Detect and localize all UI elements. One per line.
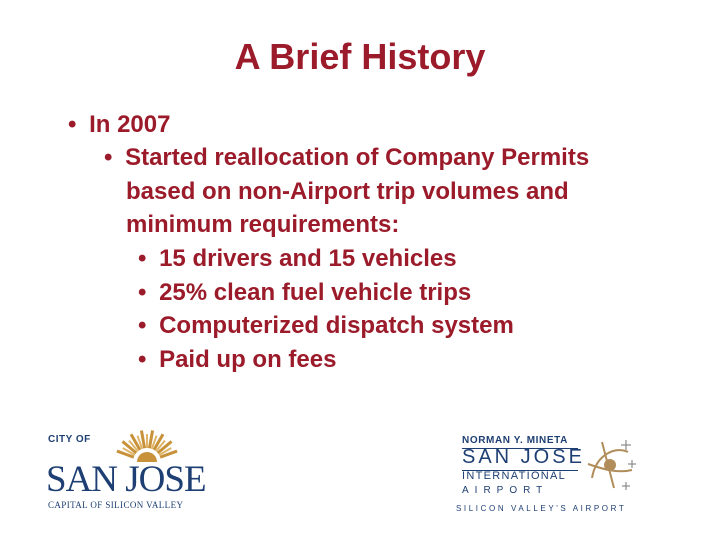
bullet-marker: • [138,279,147,306]
logo-airport-line4: AIRPORT [462,485,549,496]
airplane-compass-icon [582,434,638,496]
logo-airport-line2: SAN JOSE [462,446,585,468]
bullet-text: 15 drivers and 15 vehicles [159,245,457,272]
bullet-continuation [126,210,399,240]
bullet-continuation [126,177,569,207]
bullet-marker: • [68,111,77,138]
bullet-text: Started reallocation of Company Permits [125,144,590,171]
bullet-marker: • [138,312,147,339]
bullet-level1 [68,110,170,140]
sun-icon [112,428,182,462]
logo-airport-line1: NORMAN Y. MINETA [462,435,568,446]
slide-title: A Brief History [234,36,486,77]
bullet-marker: • [138,346,147,373]
bullet-text: based on non-Airport trip volumes and [126,178,569,205]
bullet-text: Computerized dispatch system [159,312,514,339]
logo-city-tagline: CAPITAL OF SILICON VALLEY [48,500,184,510]
san-jose-airport-logo [454,432,640,518]
bullet-text: In 2007 [89,111,171,138]
bullet-level3 [138,345,336,375]
bullet-text: Paid up on fees [159,346,337,373]
bullet-level2 [104,143,589,173]
bullet-text: 25% clean fuel vehicle trips [159,279,472,306]
logo-airport-line5: SILICON VALLEY'S AIRPORT [456,504,627,513]
city-of-san-jose-logo [44,428,206,514]
logo-airport-line3: INTERNATIONAL [462,470,567,482]
bullet-marker: • [104,144,113,171]
logo-city-of: CITY OF [48,434,91,445]
bullet-level3 [138,311,514,341]
bullet-text: minimum requirements: [126,211,400,238]
bullet-level3 [138,244,457,274]
bullet-marker: • [138,245,147,272]
bullet-level3 [138,278,471,308]
logo-city-name: SAN JOSE [46,459,206,500]
